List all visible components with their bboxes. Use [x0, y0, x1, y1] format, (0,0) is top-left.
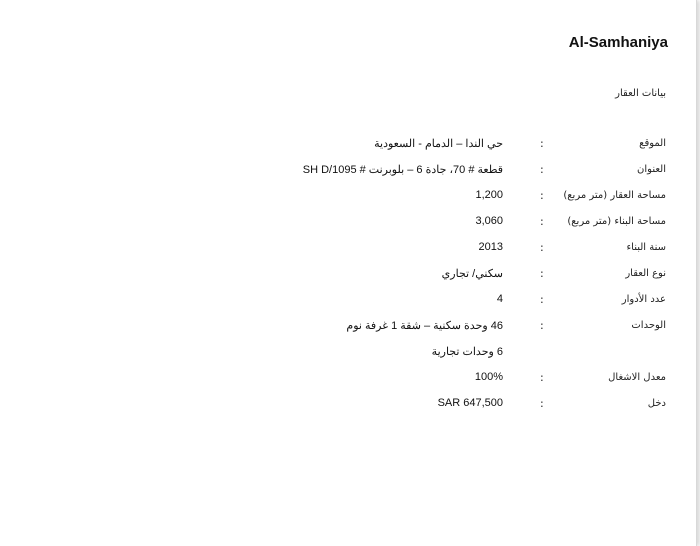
detail-separator: : [540, 319, 544, 332]
detail-label: معدل الاشغال [608, 372, 666, 383]
detail-separator: : [540, 293, 544, 306]
detail-row-year-built [0, 236, 696, 262]
detail-label: عدد الأدوار [621, 294, 666, 305]
detail-value: سكني/ تجاري [441, 268, 503, 280]
detail-value: 3,060 [475, 215, 503, 227]
detail-row-units [0, 314, 696, 340]
detail-label: مساحة العقار (متر مربع) [563, 190, 666, 201]
detail-value: حي الندا – الدمام - السعودية [374, 138, 503, 150]
detail-row-building-area [0, 210, 696, 236]
detail-separator: : [540, 215, 544, 228]
detail-row-income [0, 392, 696, 418]
detail-value: 2013 [478, 241, 503, 253]
detail-row-units-commercial [0, 340, 696, 366]
detail-value: 100% [474, 371, 503, 383]
detail-separator: : [540, 241, 544, 254]
detail-value: قطعة # 70، جادة 6 – بلوبرنت # 1095/SH D [302, 164, 503, 176]
detail-value: 6 وحدات تجارية [431, 346, 503, 358]
section-title: بيانات العقار [615, 88, 666, 99]
detail-row-floors [0, 288, 696, 314]
detail-label: مساحة البناء (متر مربع) [567, 216, 666, 227]
detail-row-land-area [0, 184, 696, 210]
detail-separator: : [540, 267, 544, 280]
detail-separator: : [540, 397, 544, 410]
detail-separator: : [540, 371, 544, 384]
detail-value: 4 [496, 293, 503, 305]
detail-value: 1,200 [475, 189, 503, 201]
detail-label: الموقع [639, 138, 666, 149]
property-details-list [0, 132, 696, 418]
detail-value: 46 وحدة سكنية – شقة 1 غرفة نوم [346, 320, 503, 332]
detail-label: العنوان [637, 164, 666, 175]
detail-label: دخل [647, 398, 666, 409]
document-title: Al-Samhaniya [568, 34, 668, 51]
detail-separator: : [540, 163, 544, 176]
detail-separator: : [540, 137, 544, 150]
detail-label: الوحدات [631, 320, 666, 331]
detail-row-location [0, 132, 696, 158]
detail-row-address [0, 158, 696, 184]
detail-row-property-type [0, 262, 696, 288]
detail-row-occupancy [0, 366, 696, 392]
detail-label: سنة البناء [626, 242, 666, 253]
detail-label: نوع العقار [625, 268, 666, 279]
detail-separator: : [540, 189, 544, 202]
detail-value: SAR 647,500 [437, 397, 503, 409]
